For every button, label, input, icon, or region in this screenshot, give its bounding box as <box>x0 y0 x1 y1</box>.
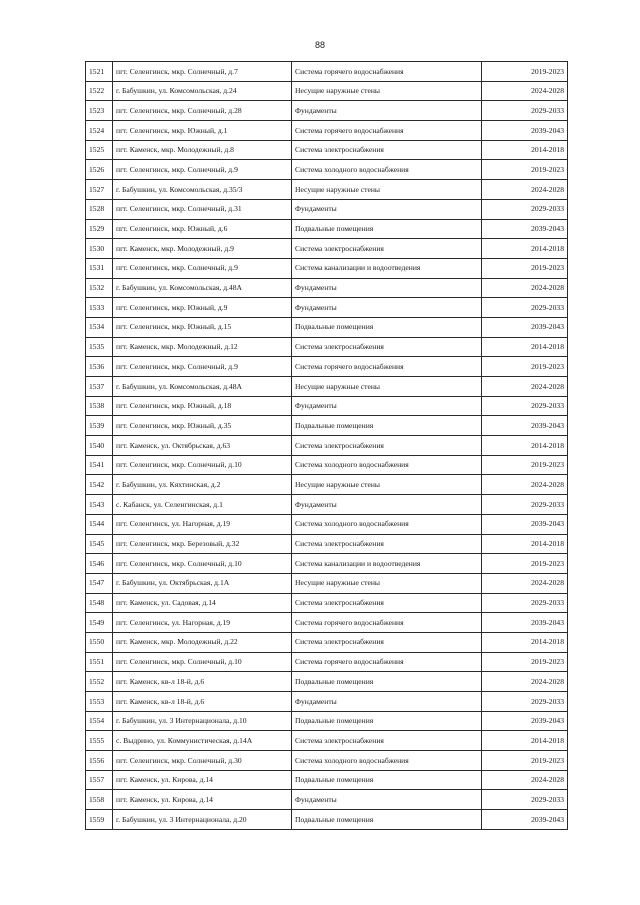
period-cell: 2019-2023 <box>482 652 568 672</box>
address-cell: пгт. Селенгинск, мкр. Солнечный, д.10 <box>113 652 292 672</box>
table-row <box>86 672 568 692</box>
address-cell: г. Бабушкин, ул. Кяхтинская, д.2 <box>113 475 292 495</box>
row-number-cell: 1548 <box>86 593 113 613</box>
period-cell: 2039-2043 <box>482 613 568 633</box>
row-number-cell: 1556 <box>86 751 113 771</box>
table-row <box>86 534 568 554</box>
address-cell: пгт. Каменск, ул. Кирова, д.14 <box>113 790 292 810</box>
period-cell: 2029-2033 <box>482 495 568 515</box>
system-cell: Система горячего водоснабжения <box>292 613 482 633</box>
table-row <box>86 495 568 515</box>
row-number-cell: 1530 <box>86 239 113 259</box>
address-cell: пгт. Каменск, мкр. Молодежный, д.22 <box>113 632 292 652</box>
row-number-cell: 1552 <box>86 672 113 692</box>
address-cell: пгт. Селенгинск, мкр. Солнечный, д.10 <box>113 455 292 475</box>
row-number-cell: 1540 <box>86 436 113 456</box>
row-number-cell: 1541 <box>86 455 113 475</box>
period-cell: 2014-2018 <box>482 239 568 259</box>
address-cell: пгт. Селенгинск, мкр. Солнечный, д.7 <box>113 62 292 82</box>
row-number-cell: 1554 <box>86 711 113 731</box>
system-cell: Подвальные помещения <box>292 711 482 731</box>
table-row <box>86 160 568 180</box>
row-number-cell: 1546 <box>86 554 113 574</box>
system-cell: Подвальные помещения <box>292 416 482 436</box>
row-number-cell: 1529 <box>86 219 113 239</box>
address-cell: пгт. Селенгинск, мкр. Солнечный, д.9 <box>113 160 292 180</box>
table-row <box>86 416 568 436</box>
address-cell: пгт. Каменск, ул. Садовая, д.14 <box>113 593 292 613</box>
period-cell: 2014-2018 <box>482 436 568 456</box>
table-row <box>86 632 568 652</box>
system-cell: Несущие наружные стены <box>292 475 482 495</box>
system-cell: Система холодного водоснабжения <box>292 751 482 771</box>
period-cell: 2029-2033 <box>482 199 568 219</box>
system-cell: Фундаменты <box>292 298 482 318</box>
system-cell: Система горячего водоснабжения <box>292 652 482 672</box>
address-cell: пгт. Селенгинск, мкр. Солнечный, д.30 <box>113 751 292 771</box>
row-number-cell: 1547 <box>86 573 113 593</box>
system-cell: Система холодного водоснабжения <box>292 514 482 534</box>
period-cell: 2024-2028 <box>482 81 568 101</box>
table-row <box>86 377 568 397</box>
system-cell: Фундаменты <box>292 278 482 298</box>
system-cell: Подвальные помещения <box>292 672 482 692</box>
table-row <box>86 239 568 259</box>
system-cell: Система электроснабжения <box>292 632 482 652</box>
system-cell: Подвальные помещения <box>292 317 482 337</box>
table-row <box>86 219 568 239</box>
table-row <box>86 180 568 200</box>
system-cell: Система холодного водоснабжения <box>292 160 482 180</box>
table-row <box>86 711 568 731</box>
address-cell: пгт. Каменск, мкр. Молодежный, д.8 <box>113 140 292 160</box>
system-cell: Несущие наружные стены <box>292 377 482 397</box>
system-cell: Несущие наружные стены <box>292 81 482 101</box>
system-cell: Подвальные помещения <box>292 810 482 830</box>
period-cell: 2019-2023 <box>482 62 568 82</box>
table-row <box>86 199 568 219</box>
table-row <box>86 317 568 337</box>
period-cell: 2024-2028 <box>482 377 568 397</box>
address-cell: г. Бабушкин, ул. 3 Интернационала, д.10 <box>113 711 292 731</box>
period-cell: 2024-2028 <box>482 475 568 495</box>
system-cell: Система канализации и водоотведения <box>292 258 482 278</box>
table-row <box>86 554 568 574</box>
period-cell: 2029-2033 <box>482 298 568 318</box>
table-row <box>86 770 568 790</box>
row-number-cell: 1533 <box>86 298 113 318</box>
table-body <box>86 62 568 830</box>
row-number-cell: 1544 <box>86 514 113 534</box>
table-row <box>86 573 568 593</box>
address-cell: г. Бабушкин, ул. Комсомольская, д.24 <box>113 81 292 101</box>
row-number-cell: 1539 <box>86 416 113 436</box>
address-cell: г. Бабушкин, ул. Комсомольская, д.48А <box>113 377 292 397</box>
period-cell: 2039-2043 <box>482 121 568 141</box>
registry-table <box>85 61 568 830</box>
system-cell: Система электроснабжения <box>292 239 482 259</box>
address-cell: пгт. Селенгинск, мкр. Солнечный, д.10 <box>113 554 292 574</box>
address-cell: пгт. Селенгинск, мкр. Южный, д.18 <box>113 396 292 416</box>
period-cell: 2019-2023 <box>482 455 568 475</box>
table-row <box>86 337 568 357</box>
address-cell: пгт. Каменск, кв-л 18-й, д.6 <box>113 672 292 692</box>
period-cell: 2019-2023 <box>482 258 568 278</box>
period-cell: 2039-2043 <box>482 810 568 830</box>
period-cell: 2039-2043 <box>482 317 568 337</box>
table-row <box>86 258 568 278</box>
table-row <box>86 613 568 633</box>
address-cell: с. Выдрино, ул. Коммунистическая, д.14А <box>113 731 292 751</box>
system-cell: Система канализации и водоотведения <box>292 554 482 574</box>
period-cell: 2019-2023 <box>482 751 568 771</box>
address-cell: пгт. Селенгинск, ул. Нагорная, д.19 <box>113 514 292 534</box>
period-cell: 2039-2043 <box>482 219 568 239</box>
address-cell: пгт. Селенгинск, мкр. Южный, д.6 <box>113 219 292 239</box>
address-cell: пгт. Каменск, кв-л 18-й, д.6 <box>113 692 292 712</box>
address-cell: с. Кабанск, ул. Селенгинская, д.1 <box>113 495 292 515</box>
system-cell: Система электроснабжения <box>292 593 482 613</box>
address-cell: пгт. Селенгинск, мкр. Южный, д.35 <box>113 416 292 436</box>
table-row <box>86 396 568 416</box>
period-cell: 2019-2023 <box>482 554 568 574</box>
period-cell: 2024-2028 <box>482 278 568 298</box>
period-cell: 2029-2033 <box>482 692 568 712</box>
system-cell: Подвальные помещения <box>292 219 482 239</box>
period-cell: 2029-2033 <box>482 101 568 121</box>
address-cell: пгт. Селенгинск, мкр. Южный, д.1 <box>113 121 292 141</box>
period-cell: 2014-2018 <box>482 337 568 357</box>
period-cell: 2024-2028 <box>482 180 568 200</box>
system-cell: Система горячего водоснабжения <box>292 62 482 82</box>
row-number-cell: 1528 <box>86 199 113 219</box>
address-cell: пгт. Каменск, мкр. Молодежный, д.9 <box>113 239 292 259</box>
row-number-cell: 1542 <box>86 475 113 495</box>
table-row <box>86 475 568 495</box>
system-cell: Система электроснабжения <box>292 337 482 357</box>
table-row <box>86 731 568 751</box>
system-cell: Фундаменты <box>292 692 482 712</box>
row-number-cell: 1551 <box>86 652 113 672</box>
table-row <box>86 436 568 456</box>
row-number-cell: 1549 <box>86 613 113 633</box>
row-number-cell: 1535 <box>86 337 113 357</box>
table-row <box>86 278 568 298</box>
period-cell: 2024-2028 <box>482 573 568 593</box>
row-number-cell: 1543 <box>86 495 113 515</box>
period-cell: 2019-2023 <box>482 357 568 377</box>
row-number-cell: 1532 <box>86 278 113 298</box>
system-cell: Фундаменты <box>292 495 482 515</box>
period-cell: 2039-2043 <box>482 711 568 731</box>
address-cell: пгт. Селенгинск, мкр. Южный, д.15 <box>113 317 292 337</box>
address-cell: г. Бабушкин, ул. Октябрьская, д.1А <box>113 573 292 593</box>
period-cell: 2039-2043 <box>482 514 568 534</box>
system-cell: Система электроснабжения <box>292 731 482 751</box>
system-cell: Фундаменты <box>292 396 482 416</box>
row-number-cell: 1537 <box>86 377 113 397</box>
period-cell: 2029-2033 <box>482 593 568 613</box>
address-cell: пгт. Селенгинск, мкр. Солнечный, д.9 <box>113 357 292 377</box>
system-cell: Система горячего водоснабжения <box>292 121 482 141</box>
table-row <box>86 514 568 534</box>
page-number: 88 <box>314 40 325 50</box>
table-row <box>86 593 568 613</box>
row-number-cell: 1536 <box>86 357 113 377</box>
period-cell: 2039-2043 <box>482 416 568 436</box>
system-cell: Несущие наружные стены <box>292 180 482 200</box>
period-cell: 2029-2033 <box>482 790 568 810</box>
table-row <box>86 140 568 160</box>
table-row <box>86 751 568 771</box>
table-row <box>86 357 568 377</box>
address-cell: г. Бабушкин, ул. 3 Интернационала, д.20 <box>113 810 292 830</box>
address-cell: пгт. Селенгинск, мкр. Солнечный, д.9 <box>113 258 292 278</box>
system-cell: Система холодного водоснабжения <box>292 455 482 475</box>
address-cell: пгт. Каменск, мкр. Молодежный, д.12 <box>113 337 292 357</box>
row-number-cell: 1525 <box>86 140 113 160</box>
row-number-cell: 1521 <box>86 62 113 82</box>
system-cell: Фундаменты <box>292 101 482 121</box>
row-number-cell: 1558 <box>86 790 113 810</box>
table-row <box>86 790 568 810</box>
system-cell: Несущие наружные стены <box>292 573 482 593</box>
row-number-cell: 1557 <box>86 770 113 790</box>
system-cell: Система электроснабжения <box>292 140 482 160</box>
row-number-cell: 1550 <box>86 632 113 652</box>
row-number-cell: 1526 <box>86 160 113 180</box>
address-cell: пгт. Каменск, ул. Кирова, д.14 <box>113 770 292 790</box>
address-cell: пгт. Селенгинск, мкр. Солнечный, д.28 <box>113 101 292 121</box>
row-number-cell: 1524 <box>86 121 113 141</box>
period-cell: 2019-2023 <box>482 160 568 180</box>
period-cell: 2014-2018 <box>482 731 568 751</box>
address-cell: пгт. Селенгинск, мкр. Березовый, д.32 <box>113 534 292 554</box>
address-cell: г. Бабушкин, ул. Комсомольская, д.48А <box>113 278 292 298</box>
period-cell: 2014-2018 <box>482 534 568 554</box>
address-cell: пгт. Селенгинск, мкр. Южный, д.9 <box>113 298 292 318</box>
table-row <box>86 101 568 121</box>
row-number-cell: 1523 <box>86 101 113 121</box>
row-number-cell: 1534 <box>86 317 113 337</box>
period-cell: 2014-2018 <box>482 140 568 160</box>
system-cell: Система горячего водоснабжения <box>292 357 482 377</box>
table-row <box>86 455 568 475</box>
period-cell: 2024-2028 <box>482 770 568 790</box>
period-cell: 2029-2033 <box>482 396 568 416</box>
row-number-cell: 1522 <box>86 81 113 101</box>
row-number-cell: 1531 <box>86 258 113 278</box>
table-row <box>86 81 568 101</box>
table-row <box>86 298 568 318</box>
row-number-cell: 1538 <box>86 396 113 416</box>
row-number-cell: 1545 <box>86 534 113 554</box>
row-number-cell: 1559 <box>86 810 113 830</box>
period-cell: 2024-2028 <box>482 672 568 692</box>
system-cell: Система электроснабжения <box>292 534 482 554</box>
row-number-cell: 1553 <box>86 692 113 712</box>
address-cell: пгт. Каменск, ул. Октябрьская, д.63 <box>113 436 292 456</box>
address-cell: пгт. Селенгинск, мкр. Солнечный, д.31 <box>113 199 292 219</box>
table-row <box>86 810 568 830</box>
row-number-cell: 1555 <box>86 731 113 751</box>
table-row <box>86 62 568 82</box>
table-row <box>86 652 568 672</box>
system-cell: Фундаменты <box>292 790 482 810</box>
period-cell: 2014-2018 <box>482 632 568 652</box>
system-cell: Фундаменты <box>292 199 482 219</box>
table-row <box>86 121 568 141</box>
system-cell: Подвальные помещения <box>292 770 482 790</box>
address-cell: пгт. Селенгинск, ул. Нагорная, д.19 <box>113 613 292 633</box>
address-cell: г. Бабушкин, ул. Комсомольская, д.35/3 <box>113 180 292 200</box>
row-number-cell: 1527 <box>86 180 113 200</box>
table-row <box>86 692 568 712</box>
system-cell: Система электроснабжения <box>292 436 482 456</box>
